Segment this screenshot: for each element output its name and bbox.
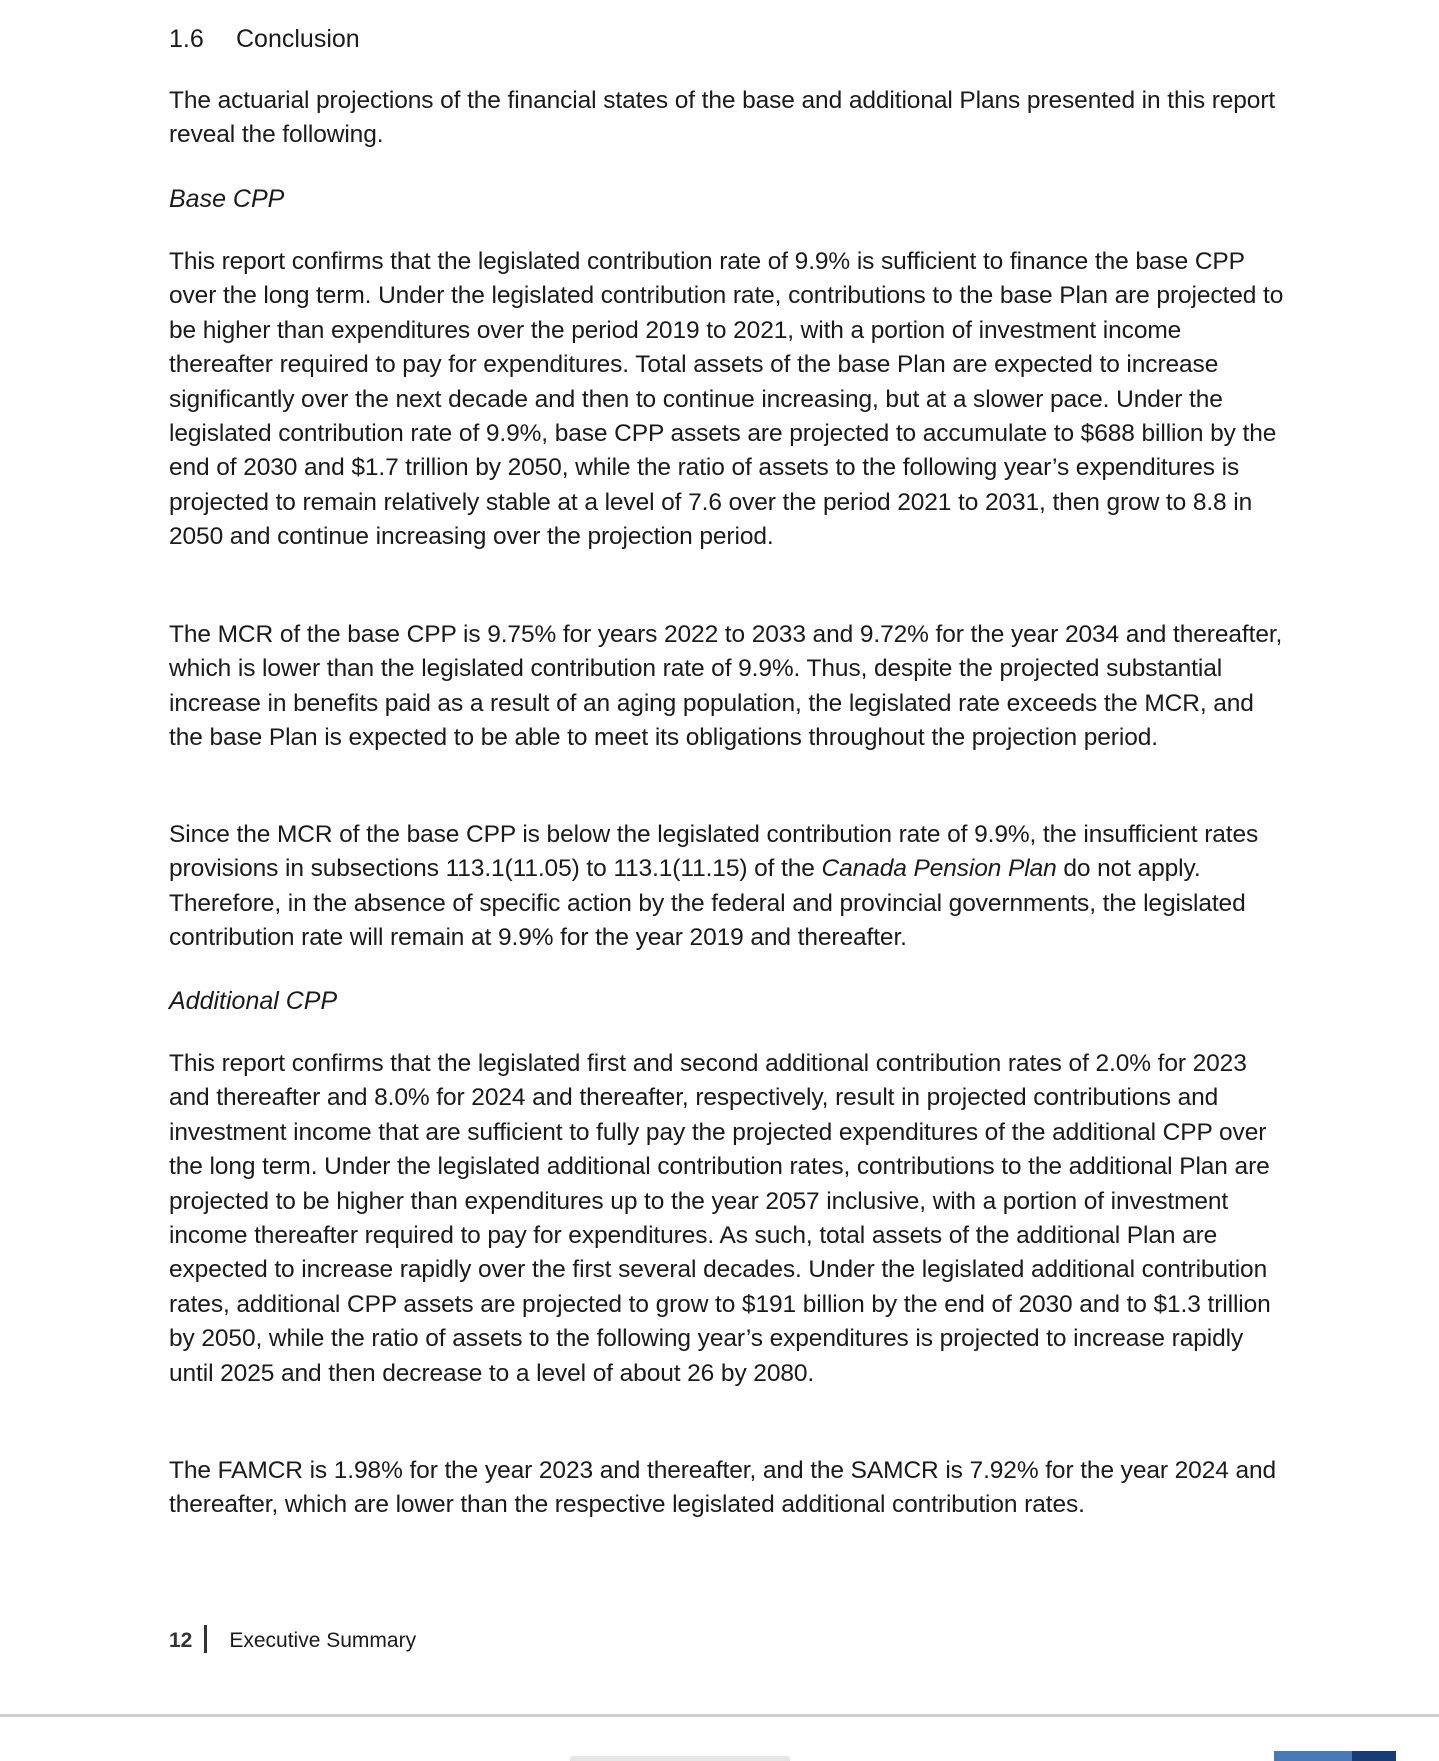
page-footer — [169, 1624, 416, 1658]
base-cpp-paragraph-3-text-a: Since the MCR of the base CPP is below the legislated contribution rate of 9.9%, the insufficient rates provisions in subsections 113.1(11.05) to 113.1(11.15) of the — [169, 821, 1259, 883]
section-number: 1.6 — [169, 25, 204, 53]
section-title: Conclusion — [236, 25, 360, 53]
intro-paragraph: The actuarial projections of the financial states of the base and additional Plans presented in this report reveal the following. — [169, 87, 1276, 149]
page-bottom-rule — [0, 1714, 1439, 1717]
canada-pension-plan-title: Canada Pension Plan — [821, 855, 1057, 883]
additional-cpp-paragraph-1: This report confirms that the legislated first and second additional contribution rates of 2.0% for 2023 and thereafter and 8.0% for 2024 and thereafter, respectively, result in projected contributions and investment income that are sufficient to fully pay the projected expenditures of the additional CPP over the long term. Under the legislated additional contribution rates, contributions to the additional Plan are projected to be higher than expenditures up to the year 2057 inclusive, with a portion of investment income thereafter required to pay for expenditures. As such, total assets of the additional Plan are expected to increase rapidly over the first several decades. Under the legislated additional contribution rates, additional CPP assets are projected to grow to $191 billion by the end of 2030 and to $1.3 trillion by 2050, while the ratio of assets to the following year’s expenditures is projected to increase rapidly until 2025 and then decrease to a level of about 26 by 2080. — [169, 1050, 1271, 1387]
base-cpp-paragraph-2: The MCR of the base CPP is 9.75% for years 2022 to 2033 and 9.72% for the year 2034 and thereafter, which is lower than the legislated contribution rate of 9.9%. Thus, despite the projected substantial increase in benefits paid as a result of an aging population, the legislated rate exceeds the MCR, and the base Plan is expected to be able to meet its obligations throughout the projection period. — [169, 621, 1283, 752]
corner-brand-tab — [1274, 1751, 1396, 1761]
base-cpp-paragraph-3 — [169, 818, 1289, 956]
base-cpp-subheading: Base CPP — [169, 185, 285, 213]
section-heading — [169, 22, 360, 56]
additional-cpp-paragraph-2: The FAMCR is 1.98% for the year 2023 and thereafter, and the SAMCR is 7.92% for the year 2024 and thereafter, which are lower than the respective legislated additional contribution rates. — [169, 1457, 1277, 1519]
base-cpp-paragraph-1: This report confirms that the legislated contribution rate of 9.9% is sufficient to finance the base CPP over the long term. Under the legislated contribution rate, contributions to the base Plan are projected to be higher than expenditures over the period 2019 to 2021, with a portion of investment income thereafter required to pay for expenditures. Total assets of the base Plan are expected to increase significantly over the next decade and then to continue increasing, but at a slower pace. Under the legislated contribution rate of 9.9%, base CPP assets are projected to accumulate to $688 billion by the end of 2030 and $1.7 trillion by 2050, while the ratio of assets to the following year’s expenditures is projected to remain relatively stable at a level of 7.6 over the period 2021 to 2031, then grow to 8.8 in 2050 and continue increasing over the projection period. — [169, 248, 1284, 551]
additional-cpp-subheading: Additional CPP — [169, 987, 338, 1015]
next-page-edge — [570, 1756, 790, 1761]
footer-section-title: Executive Summary — [229, 1629, 417, 1652]
page-number: 12 — [169, 1629, 193, 1652]
corner-brand-tab-dark — [1352, 1751, 1396, 1761]
base-cpp-paragraph-3-text-b: do not apply. Therefore, in the absence of specific action by the federal and provincial governments, the legislated contribution rate will remain at 9.9% for the year 2019 and thereafter. — [169, 855, 1246, 952]
footer-divider — [204, 1625, 207, 1653]
